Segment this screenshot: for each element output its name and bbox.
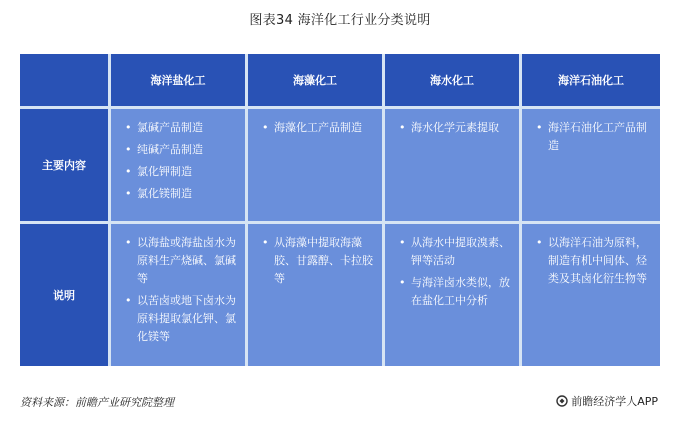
table-cell [248, 224, 382, 366]
brand-name: 前瞻经济学人APP [571, 395, 658, 408]
list-item: • 海藻化工产品制造 [262, 119, 376, 137]
list-item: • 氯碱产品制造 [125, 119, 239, 137]
list-item: • 氯化钾制造 [125, 163, 239, 181]
table-cell [248, 109, 382, 221]
table-cell [111, 109, 245, 221]
list-item: • 海洋石油化工产品制造 [536, 119, 654, 155]
table-cell [385, 224, 519, 366]
list-item: • 与海洋卤水类似，放在盐化工中分析 [399, 274, 513, 310]
table-cell [111, 224, 245, 366]
list-item: • 以海洋石油为原料，制造有机中间体、烃类及其卤化衍生物等 [536, 234, 654, 288]
brand-logo-icon [556, 395, 568, 407]
column-header: 海洋石油化工 [522, 54, 660, 106]
column-header: 海水化工 [385, 54, 519, 106]
row-header: 说明 [20, 224, 108, 366]
page-title: 图表34 海洋化工行业分类说明 [249, 13, 431, 28]
brand-mark [556, 393, 658, 409]
list-item: • 海水化学元素提取 [399, 119, 513, 137]
table-cell [385, 109, 519, 221]
row-header: 主要内容 [20, 109, 108, 221]
table-corner [20, 54, 108, 106]
column-header: 海洋盐化工 [111, 54, 245, 106]
list-item: • 从海水中提取溴素、钾等活动 [399, 234, 513, 270]
table-cell [522, 224, 660, 366]
list-item: • 从海藻中提取海藻胶、甘露醇、卡拉胶等 [262, 234, 376, 288]
table-cell [522, 109, 660, 221]
list-item: • 以苦卤或地下卤水为原料提取氯化钾、氯化镁等 [125, 292, 239, 346]
list-item: • 纯碱产品制造 [125, 141, 239, 159]
column-header: 海藻化工 [248, 54, 382, 106]
list-item: • 氯化镁制造 [125, 185, 239, 203]
classification-table [20, 54, 660, 366]
list-item: • 以海盐或海盐卤水为原料生产烧碱、氯碱等 [125, 234, 239, 288]
source-note: 资料来源：前瞻产业研究院整理 [20, 396, 174, 409]
